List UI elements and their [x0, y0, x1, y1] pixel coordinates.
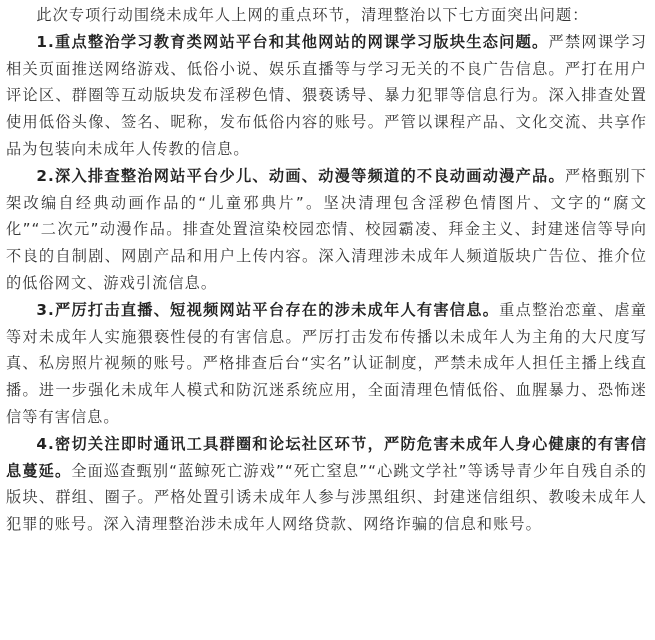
item-body-3: 重点整治恋童、虐童等对未成年人实施猥亵性侵的有害信息。严厉打击发布传播以未成年人为主角的大尺度写真、私房照片视频的账号。严格排查后台“实名”认证制度，严禁未成年人担任主播上线直播。进一步强化未成年人模式和防沉迷系统应用，全面清理色情低俗、血腥暴力、恐怖迷信等有害信息。 [6, 300, 648, 426]
intro-paragraph: 此次专项行动围绕未成年人上网的重点环节，清理整治以下七方面突出问题： [36, 6, 589, 24]
item-paragraph-2 [6, 163, 647, 297]
item-paragraph-3 [6, 297, 647, 431]
item-heading-2: 2.深入排查整治网站平台少儿、动画、动漫等频道的不良动画动漫产品。 [36, 166, 565, 185]
item-body-4: 全面巡查甄别“蓝鲸死亡游戏”“死亡窒息”“心跳文学社”等诱导青少年自残自杀的版块、群组、圈子。严格处置引诱未成年人参与涉黑组织、封建迷信组织、教唆未成年人犯罪的账号。深入清理整治涉未成年人网络贷款、网络诈骗的信息和账号。 [6, 461, 648, 534]
item-paragraph-1 [6, 29, 647, 163]
item-body-1: 严禁网课学习相关页面推送网络游戏、低俗小说、娱乐直播等与学习无关的不良广告信息。严打在用户评论区、群圈等互动版块发布淫秽色情、猥亵诱导、暴力犯罪等信息行为。深入排查处置使用低俗头像、签名、昵称，发布低俗内容的账号。严管以课程产品、文化交流、共享作品为包装向未成年人传教的信息。 [6, 32, 647, 158]
item-body-2: 严格甄别下架改编自经典动画作品的“儿童邪典片”。坚决清理包含淫秽色情图片、文字的“腐文化”“二次元”动漫作品。排查处置渲染校园恋情、校园霸凌、拜金主义、封建迷信等导向不良的自制剧、网剧产品和用户上传内容。深入清理涉未成年人频道版块广告位、推介位的低俗网文、游戏引流信息。 [6, 166, 648, 292]
item-heading-1: 1.重点整治学习教育类网站平台和其他网站的网课学习版块生态问题。 [36, 32, 549, 51]
item-heading-4: 4.密切关注即时通讯工具群圈和论坛社区环节，严防危害未成年人身心健康的有害信息蔓延。 [6, 434, 647, 480]
item-heading-3: 3.严厉打击直播、短视频网站平台存在的涉未成年人有害信息。 [36, 300, 500, 319]
item-paragraph-4 [6, 431, 647, 538]
